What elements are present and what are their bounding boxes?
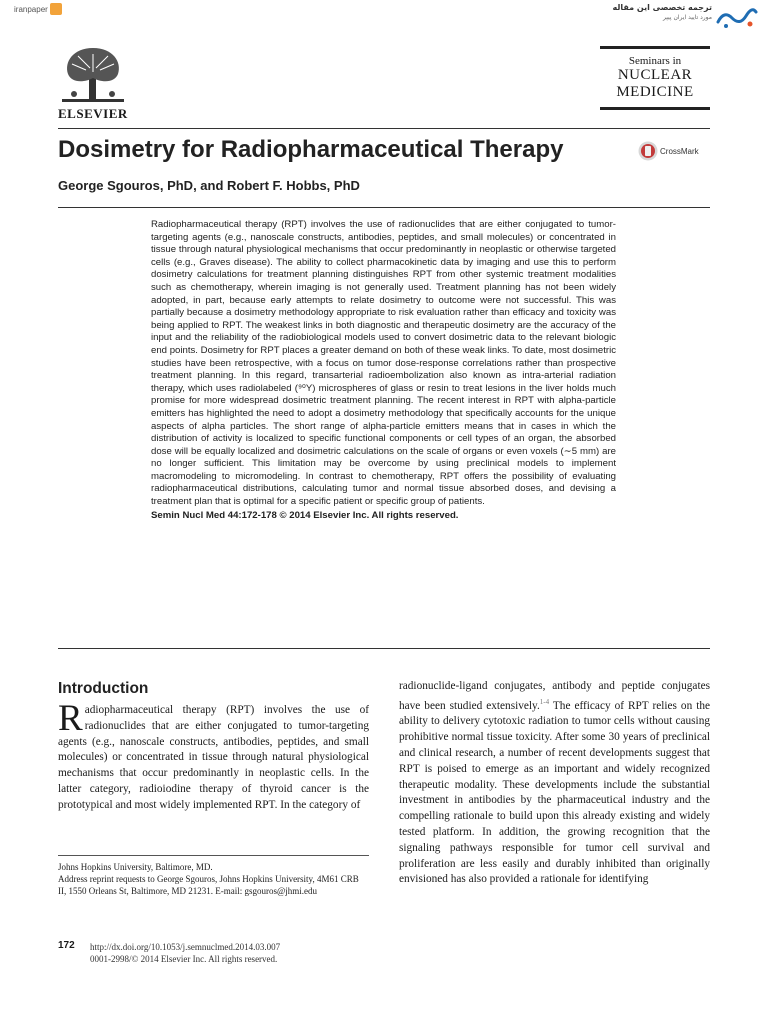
tarjomano-logo-icon: [714, 4, 758, 30]
iranpaper-watermark: [14, 3, 62, 15]
crossmark-icon: [638, 141, 658, 161]
translation-watermark: [613, 3, 712, 21]
iranpaper-logo-icon: [50, 3, 62, 15]
introduction-right-text-b: The efficacy of RPT relies on the ability to delivery cytotoxic radiation to tumor cells without causing prohibitive normal tissue toxicity. After some 30 years of preclinical and clinical research, a number of recent developments suggest that RPT is poised to emerge as an important and widely recognized therapeutic modality. These developments include the substantial investment in antibodies by the pharmaceutical industry and the compelling rationale to build upon this already existing and widely tested platform. In addition, the growing recognition that the signaling pathways responsible for tumor cell survival and proliferation are less easily and durably inhibited than originally envisioned has also provided a rationale for identifying: [399, 699, 711, 886]
journal-line-1: Seminars in: [628, 55, 682, 67]
authors-divider: [58, 207, 710, 208]
footnote-divider: [58, 855, 369, 856]
footer-doi-block: [90, 941, 280, 965]
introduction-paragraph-right: [399, 679, 710, 888]
publisher-name: ELSEVIER: [58, 106, 128, 121]
header-divider: [58, 128, 710, 129]
right-column: [399, 679, 710, 888]
iranpaper-label: iranpaper: [14, 4, 48, 14]
crossmark-label: CrossMark: [660, 146, 699, 156]
crossmark-badge[interactable]: [638, 141, 699, 161]
journal-line-3: MEDICINE: [616, 84, 694, 100]
affiliation-line-1: Johns Hopkins University, Baltimore, MD.: [58, 862, 213, 872]
reference-link[interactable]: 1-4: [539, 697, 550, 706]
abstract-divider: [58, 648, 710, 649]
elsevier-tree-icon: [58, 44, 128, 104]
left-column: [58, 680, 369, 814]
affiliation-footnote: [58, 861, 369, 897]
doi-link[interactable]: http://dx.doi.org/10.1053/j.semnuclmed.2014.03.007: [90, 942, 281, 952]
abstract-block: [151, 219, 616, 522]
article-title: Dosimetry for Radiopharmaceutical Therapy: [58, 136, 564, 163]
article-authors: George Sgouros, PhD, and Robert F. Hobbs, PhD: [58, 178, 360, 193]
abstract-text: Radiopharmaceutical therapy (RPT) involves the use of radionuclides that are either conjugated to tumor-targeting agents (e.g., nanoscale constructs, antibodies, peptides, and small molecules) or concentrated in tissue through natural physiological mechanisms that occur predominantly in neoplastic or otherwise targeted cells (e.g., Graves disease). The ability to collect pharmacokinetic data by imaging and use this to perform dosimetry calculations for treatment planning distinguishes RPT from other systemic treatment modalities such as chemotherapy, wherein imaging is not generally used. Treatment planning has not been widely adopted, in part, because early attempts to relate dosimetry to outcome were not successful. This was partially because a dosimetry methodology appropriate to risk evaluation rather than efficacy and toxicity was being applied to RPT. The weakest links in both diagnostic and therapeutic dosimetry are the accuracy of the input and the reliability of the radiobiological models used to convert dosimetric data to the relevant biologic end points. Dosimetry for RPT places a greater demand on both of these weak links. To date, most dosimetric studies have been retrospective, with a focus on tumor dose-response correlations rather than prospective treatment planning. In this regard, transarterial radioembolization also known as intra-arterial radiation therapy, which uses radiolabeled (⁹⁰Y) microspheres of glass or resin to treat lesions in the liver holds much promise for more widespread dosimetric treatment planning. The recent interest in RPT with alpha-particle emitters has highlighted the need to adopt a dosimetry methodology that specifically accounts for the unique aspects of alpha particles. The short range of alpha-particle emitters means that in cases in which the distribution of activity is localized to specific functional components or cell types of an organ, the absorbed dose will be equally localized and dosimetric calculations on the scale of organs or even voxels (∼5 mm) are no longer sufficient. This limitation may be overcome by using preclinical models to implement macromodeling to micromodeling. In contrast to chemotherapy, RPT offers the possibility of evaluating radiopharmaceutical distributions, calculating tumor and normal tissue absorbed doses, and devising a treatment plan that is optimal for a specific patient or specific group of patients.: [151, 219, 616, 508]
journal-masthead: [600, 46, 710, 110]
journal-line-2: NUCLEAR: [617, 67, 693, 83]
watermark-line-1: ترجمه تخصصی این مقاله: [612, 3, 712, 12]
introduction-right-text-a: radionuclide-ligand conjugates, antibody and peptide conjugates have been studied extensively.: [399, 680, 710, 712]
affiliation-line-2: Address reprint requests to George Sgouros, Johns Hopkins University, 4M61 CRB II, 1550 Orleans St, Baltimore, MD 21231. E-mail: gsgouros@jhmi.edu: [58, 874, 359, 896]
introduction-heading: Introduction: [58, 680, 149, 697]
watermark-line-2: مورد تایید ایران پیپر: [662, 14, 712, 21]
issn-copyright: 0001-2998/© 2014 Elsevier Inc. All rights reserved.: [90, 954, 278, 964]
introduction-paragraph-left: [58, 698, 369, 814]
abstract-citation: Semin Nucl Med 44:172-178 © 2014 Elsevier Inc. All rights reserved.: [151, 509, 459, 521]
page-number: 172: [58, 940, 75, 951]
introduction-left-text: adiopharmaceutical therapy (RPT) involves the use of radionuclides that are either conjugated to tumor-targeting agents (e.g., nanoscale constructs, antibodies, peptides, and small molecules) or concentrated in tissue through natural physiological mechanisms that occur predominantly in neoplastic cells. In the latter category, radioiodine therapy of thyroid cancer is the prototypical and most widely implemented RPT. In the category of: [58, 704, 369, 811]
drop-cap: R: [58, 698, 83, 739]
